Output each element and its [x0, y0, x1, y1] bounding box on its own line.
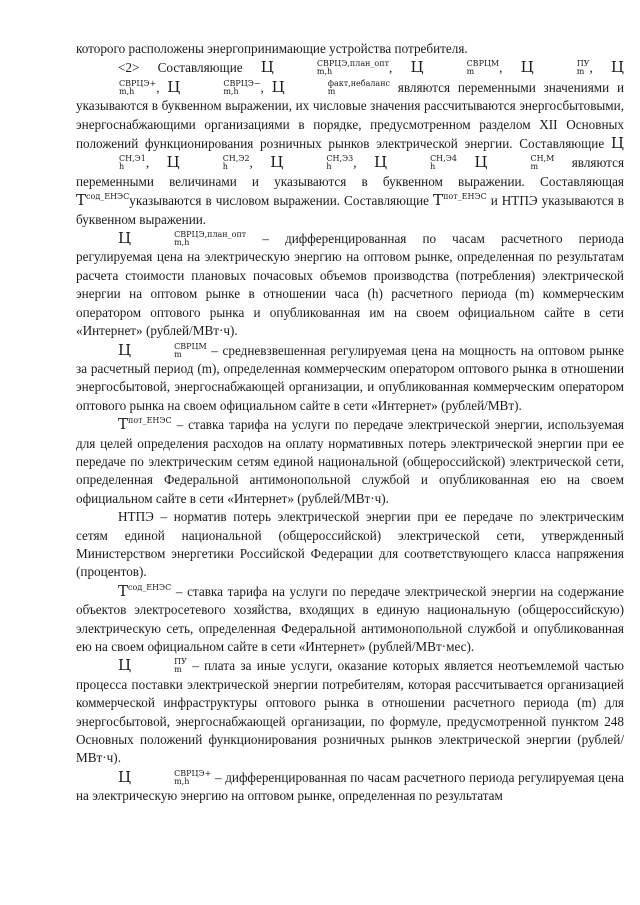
- symbol-ts-sn-e2: Ц СН,Э2 h: [166, 153, 250, 172]
- text-line: которого расположены энергопринимающие устройства потребителя.: [76, 41, 468, 56]
- definition-pu: [76, 656, 624, 767]
- paragraph-0: [76, 40, 624, 58]
- symbol-ts-svrce-minus: Ц СВРЦЭ− m,h: [167, 77, 261, 96]
- footnote-2: <2> Составляющие Ц СВРЦЭ,план_опт m,h , Ц СВРЦМ m , Ц ПУ m , Ц СВРЦЭ+ m,h , Ц СВРЦЭ− m,h , Ц факт,небаланс m являются переменными значениями и указываются в буквенном выражении, их числовые значения рассчитываются энергосбытовыми, энергоснабжающими организациями в порядке, предусмотренном разделом XII Основных положений функционирования розничных рынков электрической энергии. Составляющие Ц СН,Э1 h , Ц СН,Э2 h , Ц СН,Э3 h , Ц СН,Э4 h Ц СН,М m являются переменными величинами и указываются в буквенном выражении. Составляющая $Т^{сод\_ЕНЭС}указываются$ в числовом выражении. Составляющие $Т^{пот\_ЕНЭС}$ и НТПЭ указываются в буквенном выражении.: [76, 58, 625, 227]
- symbol-ts-sn-m: Ц СН,М m: [474, 153, 555, 172]
- footnote-lead: <2> Составляющие: [118, 60, 243, 76]
- symbol-ts-svrcm: Ц СВРЦМ m: [410, 58, 500, 77]
- symbol-ts-sn-e3: Ц СН,Э3 h: [270, 153, 354, 172]
- symbol-ts-pu: Ц ПУ m: [118, 656, 187, 675]
- symbol-t-pot-enes: $Т^{пот\_ЕНЭС}$: [118, 415, 172, 434]
- definition-text: – дифференцированная по часам расчетного периода регулируемая цена на электрическую энергию на оптовом рынке, определенная по результатам расчета стоимости плановых почасовых объемов производства (потребления) электрической энергии на оптовом рынке в отношении часа (h) расчетного периода (m) коммерческим оператором оптового рынка и опубликованная им на своем официальном сайте в сети «Интернет» (рублей/МВт·ч).: [76, 231, 624, 339]
- definition-text: – плата за иные услуги, оказание которых является неотъемлемой частью процесса поставки электрической энергии потребителям, которая рассчитывается организацией коммерческой инфраструктуры оптового рынка в отношении расчетного периода (m) для энергосбытовой, энергоснабжающей организации, по формуле, предусмотренной пунктом 248 Основных положений функционирования розничных рынков электрической энергии (рублей/МВт·ч).: [76, 658, 625, 766]
- symbol-ts-svrce-plus: Ц СВРЦЭ+ m,h: [118, 767, 212, 786]
- symbol-ts-svrcm: Ц СВРЦМ m: [118, 340, 207, 359]
- definition-text: – ставка тарифа на услуги по передаче электрической энергии, используемая для целей определения расходов на оплату нормативных потерь электрической энергии при ее передаче по электрическим сетям единой национальной (общероссийской) электрической сети, определенная Федеральной антимонопольной службой и опубликованная ею на своем официальном сайте в сети «Интернет» (рублей/МВт·ч).: [76, 417, 625, 506]
- definition-text: – ставка тарифа на услуги по передаче электрической энергии на содержание объектов электросетевого хозяйства, входящих в единую национальную (общероссийскую) электрическую сеть, определенная Федеральной антимонопольной службой и опубликованная ею на своем официальном сайте в сети «Интернет» (рублей/МВт·мес).: [76, 583, 624, 654]
- footnote-text: и НТПЭ указываются в буквенном выражении.: [76, 193, 624, 227]
- definition-text: – дифференцированная по часам расчетного периода регулируемая цена на электрическую энергию на оптовом рынке, определенная по результатам: [76, 769, 624, 804]
- symbol-ts-sn-e1: Ц СН,Э1 h: [119, 134, 624, 172]
- definition-t-sod-enes: [76, 582, 624, 657]
- definition-svrce-plus: [76, 768, 624, 806]
- footnote-text: являются переменными значениями и указываются в буквенном выражении, их числовые значения рассчитываются энергосбытовыми, энергоснабжающими организациями в порядке, предусмотренном разделом XII Основных положений функционирования розничных рынков электрической энергии. Составляющие: [76, 79, 625, 152]
- document-page: [76, 40, 624, 806]
- symbol-ts-sn-e4: Ц СН,Э4 h: [373, 153, 457, 172]
- definition-t-pot-enes: [76, 415, 624, 508]
- definition-svrcm: [76, 341, 624, 416]
- symbol-ts-svrce-plus: Ц СВРЦЭ+ m,h: [119, 58, 625, 96]
- symbol-t-pot-enes: $Т^{пот\_ЕНЭС}$: [433, 191, 487, 210]
- definition-svrce-plan: [76, 229, 624, 340]
- symbol-ts-svrce-plan: Ц СВРЦЭ,план_опт m,h: [118, 229, 247, 248]
- symbol-ts-pu: Ц ПУ m: [520, 58, 590, 77]
- definition-text: НТПЭ – норматив потерь электрической энергии при ее передаче по электрическим сетям единой национальной (общероссийской) электрической сети, утвержденный Министерством энергетики Российской Федерации для соответствующего класса напряжения (процентов).: [76, 509, 624, 580]
- symbol-t-sod-enes: $Т^{сод\_ЕНЭС}$: [118, 581, 172, 600]
- footnote-text: являются переменными величинами и указываются в буквенном выражении. Составляющая: [76, 155, 625, 189]
- symbol-ts-svrce-plan: Ц СВРЦЭ,план_опт m,h: [260, 58, 389, 77]
- definition-ntpe: [76, 508, 624, 582]
- symbol-t-sod-enes: $Т^{сод\_ЕНЭС}$: [76, 191, 130, 210]
- symbol-ts-fakt: Ц факт,небаланс m: [271, 77, 391, 96]
- definition-text: – средневзвешенная регулируемая цена на мощность на оптовом рынке за расчетный период (m), определенная коммерческим оператором оптового рынка в отношении энергосбытовой, энергоснабжающей организации, и опубликованная коммерческим оператором оптового рынка на своем официальном сайте в сети «Интернет» (рублей/МВт).: [76, 342, 624, 413]
- footnote-text: указываются в числовом выражении. Составляющие: [129, 193, 430, 209]
